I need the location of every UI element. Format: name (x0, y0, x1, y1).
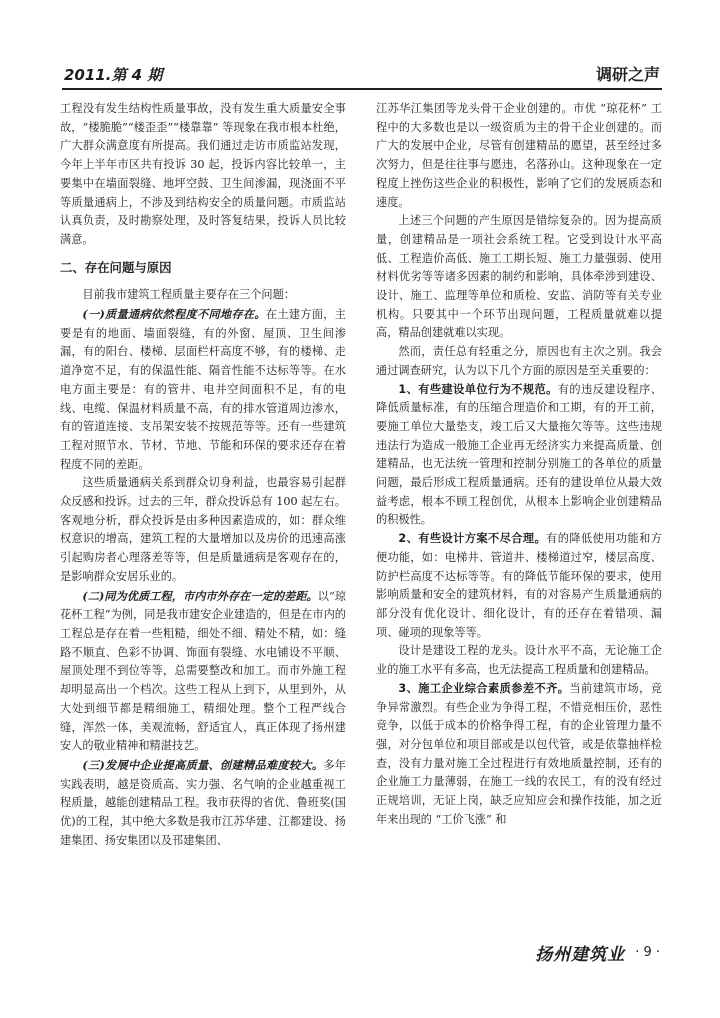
paragraph: 这些质量通病关系到群众切身利益，也最容易引起群众反感和投诉。过去的三年，群众投诉总有 100 起左右。客观地分析，群众投诉是由多种因素造成的，如：群众维权意识的增高，建筑工程的大量增加以及房价的迅速高涨引起购房者心理落差等等，但是质量通病是客观存在的，是影响群众安居乐业的。 (60, 476, 346, 583)
left-column (60, 100, 346, 850)
paragraph-text: 在土建方面，主要是有的地面、墙面裂缝，有的外窗、屋顶、卫生间渗漏，有的阳台、楼梯、层面栏杆高度不够，有的楼梯、走道净宽不足，有的保温性能、隔音性能不达标等等。在水电方面主要是：有的管井、电井空间面积不足，有的电线、电缆、保温材料质量不高，有的排水管道周边渗水，有的管道连接、支吊架安装不按规范等等。还有一些建筑工程对照节水、节材、节地、节能和环保的要求还存在着程度不同的差距。 (60, 308, 346, 471)
paragraph-text: 多年实践表明，越是资质高、实力强、名气响的企业越重视工程质量，越能创建精品工程。我市获得的省优、鲁班奖(国优)的工程，其中绝大多数是我市江苏华建、江都建设、扬建集团、扬安集团以及邗建集团、 (60, 758, 346, 847)
paragraph (376, 381, 662, 531)
section-heading: 二、存在问题与原因 (60, 259, 172, 275)
paragraph (60, 305, 346, 474)
right-column (376, 100, 662, 829)
section-title: 调研之声 (595, 65, 660, 84)
subheading: 2、有些设计方案不尽合理。 (398, 532, 547, 546)
paragraph-text: 当前建筑市场，竞争异常激烈。有些企业为争得工程，不惜竞相压价，恶性竞争，以低于成本的价格争得工程，有的企业管理力量不强，对分包单位和项目部或是以包代管，或是依靠抽样检查，没有力量对施工全过程进行有效地质量控制，还有的企业施工力量薄弱，在施工一线的农民工，有的没有经过正规培训，无证上岗，缺乏应知应会和操作技能，加之近年来出现的 “工价飞涨” 和 (376, 681, 662, 826)
paragraph-text: 有的降低使用功能和方便功能，如：电梯井、管道井、楼梯道过窄，楼层高度、防护栏高度不达标等等。有的降低节能环保的要求，使用影响质量和安全的建筑材料，有的对容易产生质量通病的部分没有优化设计、细化设计，有的还存在着错项、漏项、碰项的现象等等。 (376, 532, 662, 639)
subheading: 1、有些建设单位行为不规范。 (398, 382, 558, 396)
subheading: 3、施工企业综合素质参差不齐。 (398, 681, 570, 695)
paragraph (376, 680, 662, 830)
magazine-logo: 扬州建筑业 (535, 944, 626, 965)
subheading: (二)同为优质工程，市内市外存在一定的差距。 (82, 588, 318, 603)
paragraph (60, 756, 346, 851)
subheading: (三)发展中企业提高质量、创建精品难度较大。 (82, 757, 324, 772)
paragraph (376, 530, 662, 642)
paragraph: 设计是建设工程的龙头。设计水平不高，无论施工企业的施工水平有多高，也无法提高工程质量和创建精品。 (376, 644, 662, 677)
paragraph (60, 587, 346, 756)
issue-label: 2011.第 4 期 (64, 66, 163, 84)
paragraph-text: 以“琼花杯工程”为例，同是我市建安企业建造的，但是在市内的工程总是存在着一些粗糙，细处不细、精处不精，如：缝路不顺直、色彩不协调、饰面有裂缝、水电铺设不平顺、屋顶处理不到位等等，总需要整改和加工。而市外施工程却明显高出一个档次。这些工程从上到下，从里到外，从大处到细节都是精细施工，精细处理。整个工程严线合缝，浑然一体，美观流畅，舒适宜人，真正体现了扬州建安人的敬业精神和精湛技艺。 (60, 589, 346, 753)
page-header (62, 60, 662, 90)
page-footer (535, 938, 660, 966)
paragraph: 江苏华江集团等龙头骨干企业创建的。市优 “琼花杯” 工程中的大多数也是以一级资质为主的骨干企业创建的。而广大的发展中企业，尽管有创建精品的愿望，甚至经过多次努力，但是往往事与愿违，名落孙山。这种现象在一定程度上挫伤这些企业的积极性，影响了它们的发展质态和速度。 (376, 102, 662, 209)
paragraph: 工程没有发生结构性质量事故，没有发生重大质量安全事故，“楼脆脆”“楼歪歪”“楼靠靠” 等现象在我市根本杜绝，广大群众满意度有所提高。我们通过走访市质监站发现，今年上半年市区共有投诉 30 起，投诉内容比较单一，主要集中在墙面裂缝、地坪空鼓、卫生间渗漏，现浇面不平等质量通病上，不涉及到结构安全的质量问题。市质监站认真负责，及时勘察处理，及时答复结果，投诉人员比较满意。 (60, 102, 346, 246)
page-number: · 9 · (635, 944, 660, 960)
paragraph: 上述三个问题的产生原因是错综复杂的。因为提高质量，创建精品是一项社会系统工程。它受到设计水平高低、工程造价高低、施工工期长短、施工力量强弱、使用材料优劣等等诸多因素的制约和影响，具体牵涉到建设、设计、施工、监理等单位和质检、安监、消防等有关专业机构。只要其中一个环节出现问题，工程质量就难以提高，精品创建就难以实现。 (376, 214, 662, 340)
paragraph: 然而，责任总有轻重之分，原因也有主次之别。我会通过调查研究，认为以下几个方面的原因是至关重要的： (376, 345, 662, 377)
paragraph-text: 有的违反建设程序、降低质量标准，有的压缩合理造价和工期，有的开工前，要施工单位大量垫支，竣工后又大量拖欠等等。这些违规违法行为造成一般施工企业再无经济实力来提高质量、创建精品，也无法统一管理和控制分别施工的各单位的质量问题，最后形成工程质量通病。还有的建设单位从最大效益考虑，根本不顾工程创优，从根本上影响企业创建精品的积极性。 (376, 382, 662, 527)
paragraph: 目前我市建筑工程质量主要存在三个问题： (82, 288, 295, 302)
subheading: (一)质量通病依然程度不同地存在。 (82, 307, 266, 322)
